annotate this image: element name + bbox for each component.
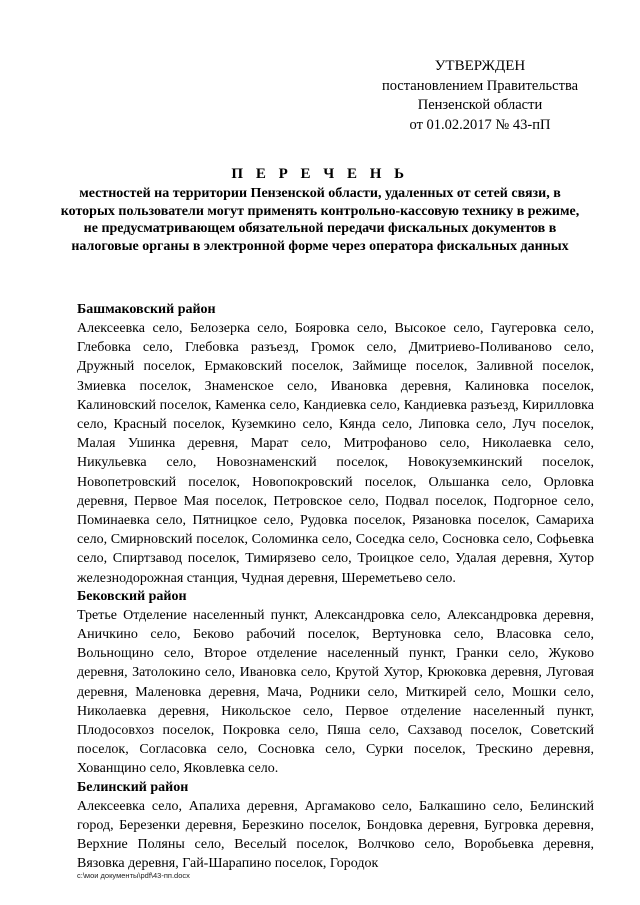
district-settlements: Алексеевка село, Апалиха деревня, Аргамаково село, Балкашино село, Белинский город, Березенки деревня, Березкино поселок, Бондовка деревня, Бугровка деревня, Верхние Поляны село, Веселый поселок, Волчково село, Воробьевка деревня, Вязовка деревня, Гай-Шарапино поселок, Городок xyxy=(77,798,594,872)
document-heading: П Е Р Е Ч Е Н Ь xyxy=(231,166,409,182)
district-section xyxy=(77,301,594,588)
document-subtitle: местностей на территории Пензенской области, удаленных от сетей связи, в которых пользователи могут применять контрольно-кассовую технику в режиме, не предусматривающем обязательной передачи фискальных документов в налоговые органы в электронной форме через оператора фискальных данных xyxy=(60,186,580,254)
district-name: Бековский район xyxy=(77,588,187,604)
district-settlements: Третье Отделение населенный пункт, Александровка село, Александровка деревня, Аничкино село, Беково рабочий поселок, Вертуновка село, Власовка село, Вольнощино село, Второе отделение населенный пункт, Гранки село, Жуково деревня, Затолокино село, Ивановка село, Крутой Хутор, Крюковка деревня, Луговая деревня, Маленовка деревня, Мача, Родники село, Миткирей село, Мошки село, Николаевка деревня, Никольское село, Первое отделение населенный пункт, Плодосовхоз поселок, Покровка село, Пяша село, Сахзавод поселок, Советский поселок, Согласовка село, Сосновка село, Сурки поселок, Трескино деревня, Хованщино село, Яковлевка село. xyxy=(77,607,594,777)
approval-block xyxy=(360,57,600,135)
approval-line-2: Пензенской области xyxy=(417,97,543,113)
approval-line-3: от 01.02.2017 № 43-пП xyxy=(409,116,551,133)
district-section xyxy=(77,588,594,779)
approval-line-1: постановлением Правительства xyxy=(381,77,579,94)
district-section xyxy=(77,779,594,874)
district-settlements: Алексеевка село, Белозерка село, Бояровка село, Высокое село, Гаугеровка село, Глебовка село, Глебовка разъезд, Громок село, Дмитриево-Поливаново село, Дружный поселок, Ермаковский поселок, Займище поселок, Заливной поселок, Змиевка поселок, Знаменское село, Ивановка деревня, Калиновка поселок, Калиновский поселок, Каменка село, Кандиевка село, Кандиевка разъезд, Кирилловка село, Красный поселок, Куземкино село, Кянда село, Липовка село, Луч поселок, Малая Ушинка деревня, Марат село, Митрофаново село, Николаевка село, Никульевка село, Новознаменский поселок, Новокуземкинский поселок, Новопетровский поселок, Новопокровский поселок, Ольшанка село, Орловка деревня, Первое Мая поселок, Петровское село, Подвал поселок, Подгорное село, Поминаевка село, Пятницкое село, Рудовка поселок, Рязановка поселок, Самариха село, Смирновский поселок, Соломинка село, Соседка село, Сосновка село, Софьевка село, Спиртзавод поселок, Тимирязево село, Троицкое село, Удалая деревня, Хутор железнодорожная станция, Чудная деревня, Шереметьево село. xyxy=(77,321,594,586)
document-title xyxy=(60,164,580,255)
district-list xyxy=(77,301,594,873)
district-name: Белинский район xyxy=(77,779,189,795)
district-name: Башмаковский район xyxy=(77,302,216,317)
approval-title: УТВЕРЖДЕН xyxy=(434,58,526,74)
file-path-footer: c:\мои документы\pdf\43-пп.docx xyxy=(77,871,190,880)
